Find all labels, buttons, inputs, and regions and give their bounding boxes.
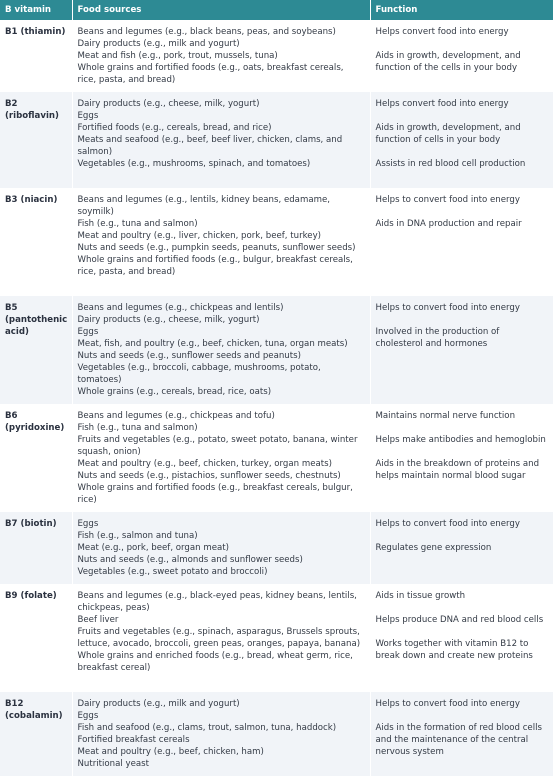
header-vitamin: B vitamin bbox=[0, 0, 72, 20]
food-sources-cell bbox=[72, 692, 370, 776]
vitamin-cell bbox=[0, 584, 72, 692]
food-source-item: Nuts and seeds (e.g., pistachios, sunflower seeds, chestnuts) bbox=[77, 471, 341, 481]
table-row bbox=[0, 188, 553, 296]
function-cell bbox=[370, 92, 553, 188]
table-row bbox=[0, 20, 553, 92]
food-source-item: Fortified foods (e.g., cereals, bread, and rice) bbox=[77, 123, 272, 133]
function-item: Helps to convert food into energy bbox=[375, 303, 520, 313]
food-sources-cell bbox=[72, 404, 370, 512]
food-source-item: Meat and fish (e.g., pork, trout, mussels, tuna) bbox=[77, 51, 278, 61]
function-item: Helps convert food into energy bbox=[375, 27, 509, 37]
food-source-item: Eggs bbox=[77, 327, 99, 337]
function-item: Aids in DNA production and repair bbox=[375, 219, 522, 229]
function-item: Helps make antibodies and hemoglobin bbox=[375, 435, 546, 445]
food-sources-cell bbox=[72, 584, 370, 692]
food-source-item: Fish and seafood (e.g., clams, trout, salmon, tuna, haddock) bbox=[77, 723, 337, 733]
food-source-item: Fruits and vegetables (e.g., potato, sweet potato, banana, winter squash, onion) bbox=[77, 435, 358, 457]
food-source-item: Vegetables (e.g., broccoli, cabbage, mushrooms, potato, tomatoes) bbox=[77, 363, 321, 385]
vitamin-cell bbox=[0, 512, 72, 584]
function-cell bbox=[370, 20, 553, 92]
function-item: Regulates gene expression bbox=[375, 543, 492, 553]
food-source-item: Eggs bbox=[77, 519, 99, 529]
table-body bbox=[0, 20, 553, 776]
food-source-item: Fish (e.g., tuna and salmon) bbox=[77, 423, 198, 433]
food-source-item: Meat and poultry (e.g., liver, chicken, pork, beef, turkey) bbox=[77, 231, 322, 241]
food-source-item: Eggs bbox=[77, 711, 99, 721]
food-source-item: Dairy products (e.g., cheese, milk, yogurt) bbox=[77, 315, 260, 325]
food-source-item: Whole grains and enriched foods (e.g., bread, wheat germ, rice, breakfast cereal) bbox=[77, 651, 353, 673]
food-source-item: Whole grains and fortified foods (e.g., oats, breakfast cereals, rice, pasta, and bread) bbox=[77, 63, 344, 85]
vitamin-name: B6 (pyridoxine) bbox=[5, 411, 65, 433]
vitamin-cell bbox=[0, 404, 72, 512]
function-cell bbox=[370, 692, 553, 776]
function-item: Assists in red blood cell production bbox=[375, 159, 526, 169]
food-source-item: Dairy products (e.g., milk and yogurt) bbox=[77, 699, 240, 709]
food-source-item: Whole grains and fortified foods (e.g., bulgur, breakfast cereals, rice, pasta, and bread) bbox=[77, 255, 353, 277]
function-item: Aids in the breakdown of proteins and helps maintain normal blood sugar bbox=[375, 459, 540, 481]
function-item: Aids in tissue growth bbox=[375, 591, 466, 601]
food-sources-cell bbox=[72, 296, 370, 404]
food-source-item: Dairy products (e.g., milk and yogurt) bbox=[77, 39, 240, 49]
function-cell bbox=[370, 296, 553, 404]
food-source-item: Dairy products (e.g., cheese, milk, yogurt) bbox=[77, 99, 260, 109]
function-cell bbox=[370, 188, 553, 296]
food-source-item: Beans and legumes (e.g., black-eyed peas, kidney beans, lentils, chickpeas, peas) bbox=[77, 591, 357, 613]
header-function: Function bbox=[370, 0, 553, 20]
function-item: Helps convert food into energy bbox=[375, 99, 509, 109]
vitamin-cell bbox=[0, 92, 72, 188]
table-row bbox=[0, 692, 553, 776]
function-item: Involved in the production of cholesterol and hormones bbox=[375, 327, 500, 349]
function-cell bbox=[370, 404, 553, 512]
function-cell bbox=[370, 584, 553, 692]
vitamin-name: B2 (riboflavin) bbox=[5, 99, 59, 121]
food-source-item: Beans and legumes (e.g., lentils, kidney beans, edamame, soymilk) bbox=[77, 195, 330, 217]
function-item: Maintains normal nerve function bbox=[375, 411, 516, 421]
function-cell bbox=[370, 512, 553, 584]
vitamin-cell bbox=[0, 692, 72, 776]
food-source-item: Nutritional yeast bbox=[77, 759, 149, 769]
table-row bbox=[0, 92, 553, 188]
function-item: Works together with vitamin B12 to break down and create new proteins bbox=[375, 639, 533, 661]
food-source-item: Fortified breakfast cereals bbox=[77, 735, 190, 745]
function-item: Aids in the formation of red blood cells and the maintenance of the central nervous system bbox=[375, 723, 542, 757]
food-source-item: Nuts and seeds (e.g., almonds and sunflower seeds) bbox=[77, 555, 303, 565]
food-sources-cell bbox=[72, 92, 370, 188]
food-source-item: Whole grains and fortified foods (e.g., breakfast cereals, bulgur, rice) bbox=[77, 483, 353, 505]
table-row bbox=[0, 512, 553, 584]
function-item: Aids in growth, development, and function of the cells in your body bbox=[375, 51, 521, 73]
food-source-item: Vegetables (e.g., sweet potato and broccoli) bbox=[77, 567, 268, 577]
header-food-sources: Food sources bbox=[72, 0, 370, 20]
table-row bbox=[0, 404, 553, 512]
vitamin-name: B7 (biotin) bbox=[5, 519, 57, 529]
vitamin-name: B5 (pantothenic acid) bbox=[5, 303, 68, 337]
table-header-row bbox=[0, 0, 553, 20]
food-source-item: Meat and poultry (e.g., beef, chicken, ham) bbox=[77, 747, 264, 757]
food-source-item: Meat (e.g., pork, beef, organ meat) bbox=[77, 543, 229, 553]
vitamin-name: B9 (folate) bbox=[5, 591, 57, 601]
table-row bbox=[0, 296, 553, 404]
food-source-item: Beans and legumes (e.g., chickpeas and lentils) bbox=[77, 303, 284, 313]
function-item: Helps to convert food into energy bbox=[375, 699, 520, 709]
vitamin-name: B12 (cobalamin) bbox=[5, 699, 63, 721]
food-source-item: Beans and legumes (e.g., black beans, peas, and soybeans) bbox=[77, 27, 336, 37]
vitamin-cell bbox=[0, 296, 72, 404]
food-source-item: Meat, fish, and poultry (e.g., beef, chicken, tuna, organ meats) bbox=[77, 339, 348, 349]
food-source-item: Meats and seafood (e.g., beef, beef liver, chicken, clams, and salmon) bbox=[77, 135, 343, 157]
food-sources-cell bbox=[72, 188, 370, 296]
function-item: Helps to convert food into energy bbox=[375, 195, 520, 205]
food-source-item: Beans and legumes (e.g., chickpeas and tofu) bbox=[77, 411, 275, 421]
food-source-item: Fish (e.g., tuna and salmon) bbox=[77, 219, 198, 229]
food-source-item: Beef liver bbox=[77, 615, 119, 625]
food-source-item: Vegetables (e.g., mushrooms, spinach, and tomatoes) bbox=[77, 159, 311, 169]
food-source-item: Eggs bbox=[77, 111, 99, 121]
table-row bbox=[0, 584, 553, 692]
food-source-item: Fruits and vegetables (e.g., spinach, asparagus, Brussels sprouts, lettuce, avocado, broccoli, green peas, oranges, papaya, banana) bbox=[77, 627, 361, 649]
food-sources-cell bbox=[72, 20, 370, 92]
food-sources-cell bbox=[72, 512, 370, 584]
function-item: Helps to convert food into energy bbox=[375, 519, 520, 529]
food-source-item: Nuts and seeds (e.g., pumpkin seeds, peanuts, sunflower seeds) bbox=[77, 243, 356, 253]
function-item: Aids in growth, development, and function of cells in your body bbox=[375, 123, 521, 145]
vitamin-cell bbox=[0, 188, 72, 296]
vitamin-name: B3 (niacin) bbox=[5, 195, 58, 205]
food-source-item: Fish (e.g., salmon and tuna) bbox=[77, 531, 198, 541]
food-source-item: Meat and poultry (e.g., beef, chicken, turkey, organ meats) bbox=[77, 459, 332, 469]
vitamin-name: B1 (thiamin) bbox=[5, 27, 66, 37]
vitamin-cell bbox=[0, 20, 72, 92]
food-source-item: Whole grains (e.g., cereals, bread, rice, oats) bbox=[77, 387, 272, 397]
function-item: Helps produce DNA and red blood cells bbox=[375, 615, 544, 625]
food-source-item: Nuts and seeds (e.g., sunflower seeds and peanuts) bbox=[77, 351, 301, 361]
